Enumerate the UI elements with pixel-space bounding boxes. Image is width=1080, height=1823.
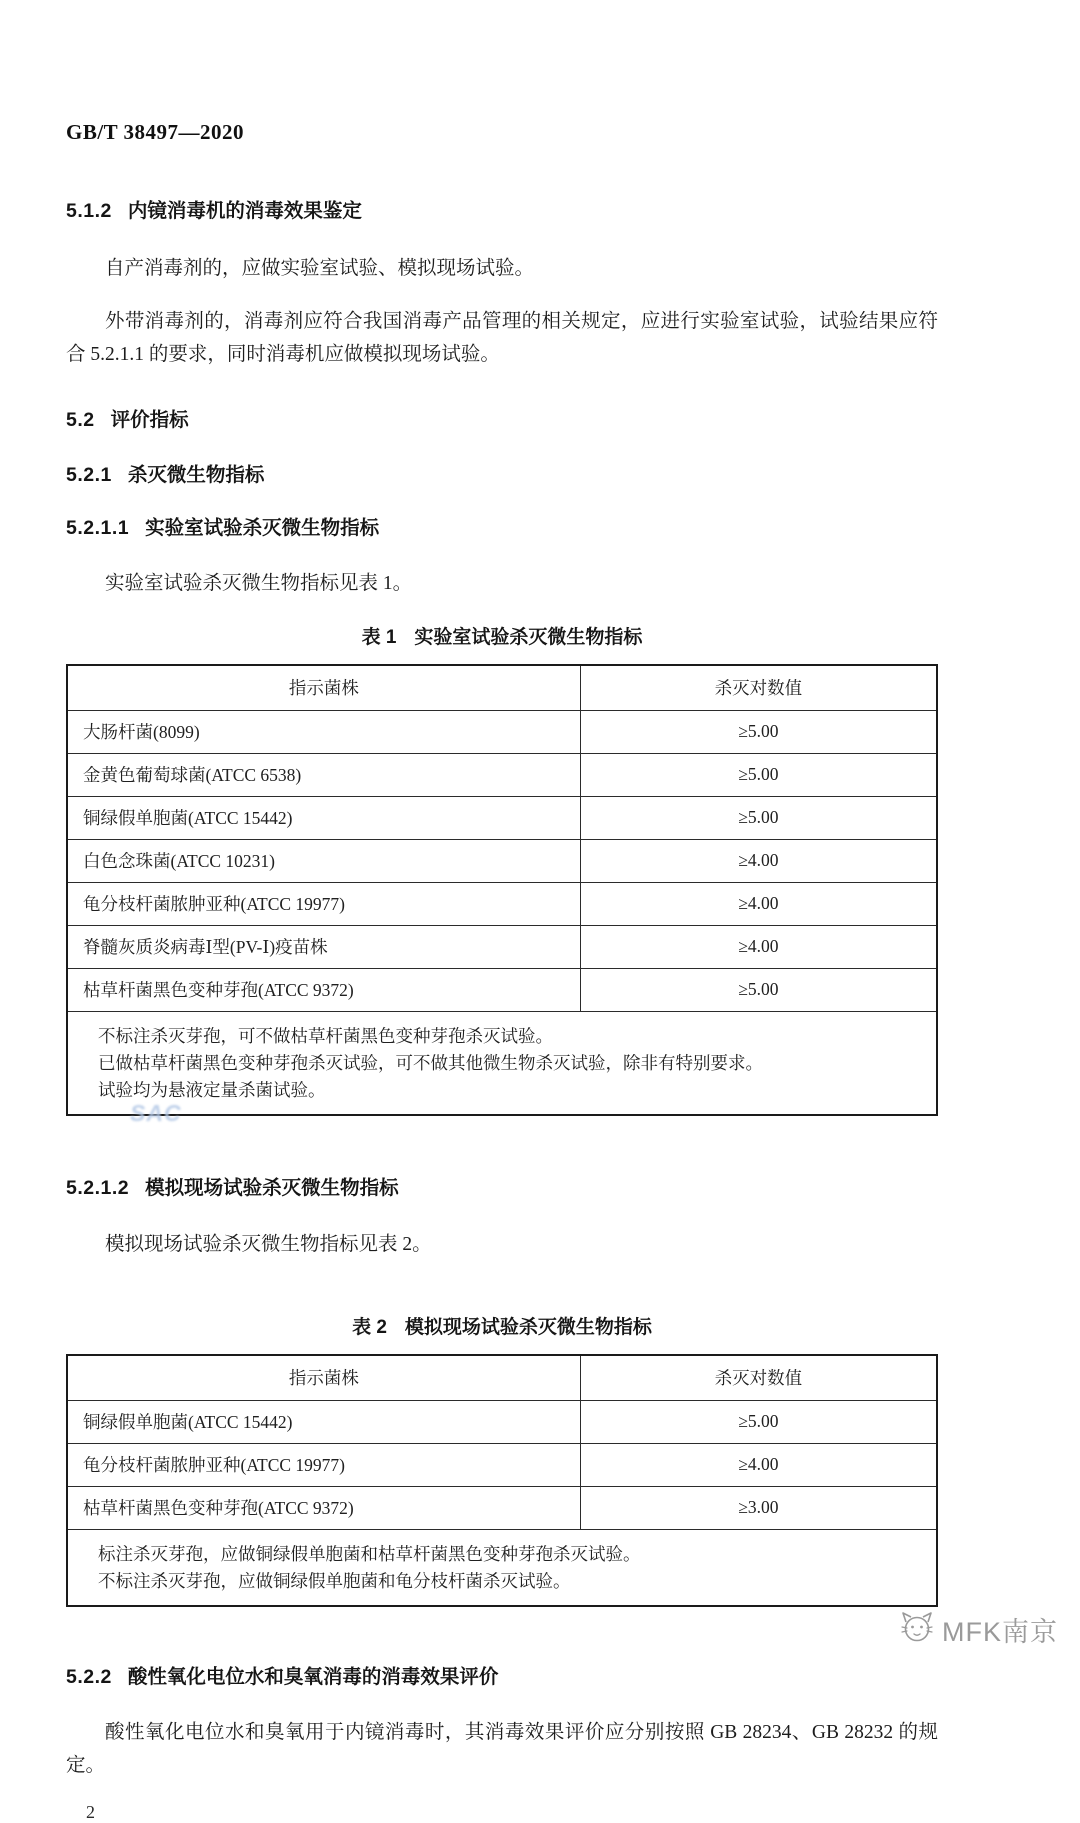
- page-content: [66, 0, 938, 1823]
- table2-caption-title: 模拟现场试验杀灭微生物指标: [404, 1316, 652, 1338]
- page-number: 2: [86, 1801, 95, 1822]
- section-heading-5-1-2: [66, 195, 938, 223]
- strain-cell: 龟分枝杆菌脓肿亚种(ATCC 19977): [67, 1443, 580, 1486]
- value-cell: ≥4.00: [580, 925, 937, 968]
- section-heading-5-2: [66, 404, 938, 432]
- strain-cell: 白色念珠菌(ATCC 10231): [67, 839, 580, 882]
- table-row: [67, 753, 937, 796]
- table-row: [67, 925, 937, 968]
- table1-caption: [66, 622, 938, 649]
- section-number: 5.2.1: [66, 463, 112, 486]
- table1-col-strain: 指示菌株: [67, 665, 580, 711]
- table1-col-value: 杀灭对数值: [580, 665, 937, 711]
- table2-note: 标注杀灭芽孢，应做铜绿假单胞菌和枯草杆菌黑色变种芽孢杀灭试验。: [98, 1543, 641, 1564]
- table-row: [67, 1443, 937, 1486]
- strain-cell: 铜绿假单胞菌(ATCC 15442): [67, 796, 580, 839]
- table1-notes: [67, 1011, 937, 1115]
- table2-note: 不标注杀灭芽孢，应做铜绿假单胞菌和龟分枝杆菌杀灭试验。: [98, 1570, 571, 1591]
- section-title: 评价指标: [110, 408, 189, 431]
- value-cell: ≥4.00: [580, 1443, 937, 1486]
- value-cell: ≥5.00: [580, 968, 937, 1011]
- table-row: [67, 882, 937, 925]
- table2-header-row: [67, 1355, 937, 1401]
- table2-caption: [66, 1312, 938, 1339]
- section-title: 酸性氧化电位水和臭氧消毒的消毒效果评价: [127, 1665, 499, 1688]
- table1-note: 已做枯草杆菌黑色变种芽孢杀灭试验，可不做其他微生物杀灭试验，除非有特别要求。: [98, 1052, 763, 1073]
- section-title: 内镜消毒机的消毒效果鉴定: [127, 200, 362, 222]
- strain-cell: 脊髓灰质炎病毒Ⅰ型(PV-Ⅰ)疫苗株: [67, 925, 580, 968]
- section-title: 模拟现场试验杀灭微生物指标: [145, 1176, 399, 1199]
- standard-code: GB/T 38497—2020: [66, 120, 245, 144]
- table1-caption-title: 实验室试验杀灭微生物指标: [414, 626, 643, 648]
- table-row: [67, 710, 937, 753]
- section-heading-5-2-1-1: [66, 512, 938, 540]
- section-title: 杀灭微生物指标: [127, 463, 265, 486]
- strain-cell: 金黄色葡萄球菌(ATCC 6538): [67, 753, 580, 796]
- section-number: 5.2.1.2: [66, 1176, 130, 1199]
- table1-caption-label: 表 1: [361, 626, 397, 648]
- value-cell: ≥3.00: [580, 1486, 937, 1529]
- section-heading-5-2-1: [66, 459, 938, 487]
- mfk-watermark-text: MFK南京: [942, 1617, 1058, 1647]
- strain-cell: 枯草杆菌黑色变种芽孢(ATCC 9372): [67, 968, 580, 1011]
- table2-col-value: 杀灭对数值: [580, 1355, 937, 1401]
- paragraph-self-made-disinfectant: 自产消毒剂的，应做实验室试验、模拟现场试验。: [105, 258, 535, 279]
- section-title: 实验室试验杀灭微生物指标: [145, 516, 380, 539]
- mfk-watermark: [898, 1608, 1058, 1651]
- value-cell: ≥5.00: [580, 753, 937, 796]
- table1-notes-row: [67, 1011, 937, 1115]
- table2-caption-label: 表 2: [352, 1316, 387, 1338]
- cat-face-icon: [898, 1608, 936, 1651]
- section-number: 5.2.2: [66, 1665, 112, 1688]
- value-cell: ≥5.00: [580, 1400, 937, 1443]
- table2-field-test-indicators: [66, 1354, 938, 1607]
- paragraph-external-disinfectant: 外带消毒剂的，消毒剂应符合我国消毒产品管理的相关规定，应进行实验室试验，试验结果应符合 5.2.1.1 的要求，同时消毒机应做模拟现场试验。: [66, 310, 938, 365]
- section-heading-5-2-1-2: [66, 1172, 938, 1200]
- strain-cell: 铜绿假单胞菌(ATCC 15442): [67, 1400, 580, 1443]
- table-row: [67, 1486, 937, 1529]
- section-number: 5.2: [66, 408, 95, 431]
- paragraph-table2-intro: 模拟现场试验杀灭微生物指标见表 2。: [105, 1233, 432, 1255]
- table-row: [67, 968, 937, 1011]
- table1-note: 试验均为悬液定量杀菌试验。: [98, 1079, 326, 1100]
- table-row: [67, 796, 937, 839]
- table1-header-row: [67, 665, 937, 711]
- strain-cell: 龟分枝杆菌脓肿亚种(ATCC 19977): [67, 882, 580, 925]
- table1-note: 不标注杀灭芽孢，可不做枯草杆菌黑色变种芽孢杀灭试验。: [98, 1025, 553, 1046]
- table1-lab-test-indicators: [66, 664, 938, 1116]
- paragraph-5-2-2-body: 酸性氧化电位水和臭氧用于内镜消毒时，其消毒效果评价应分别按照 GB 28234、GB 28232 的规定。: [66, 1721, 938, 1776]
- value-cell: ≥4.00: [580, 839, 937, 882]
- table2-col-strain: 指示菌株: [67, 1355, 580, 1401]
- value-cell: ≥5.00: [580, 796, 937, 839]
- sac-watermark: SAC: [130, 1100, 182, 1126]
- strain-cell: 枯草杆菌黑色变种芽孢(ATCC 9372): [67, 1486, 580, 1529]
- table2-notes: [67, 1529, 937, 1606]
- section-number: 5.1.2: [66, 200, 112, 222]
- table2-notes-row: [67, 1529, 937, 1606]
- value-cell: ≥4.00: [580, 882, 937, 925]
- paragraph-table1-intro: 实验室试验杀灭微生物指标见表 1。: [105, 572, 413, 594]
- table-row: [67, 1400, 937, 1443]
- section-number: 5.2.1.1: [66, 516, 130, 539]
- table-row: [67, 839, 937, 882]
- strain-cell: 大肠杆菌(8099): [67, 710, 580, 753]
- value-cell: ≥5.00: [580, 710, 937, 753]
